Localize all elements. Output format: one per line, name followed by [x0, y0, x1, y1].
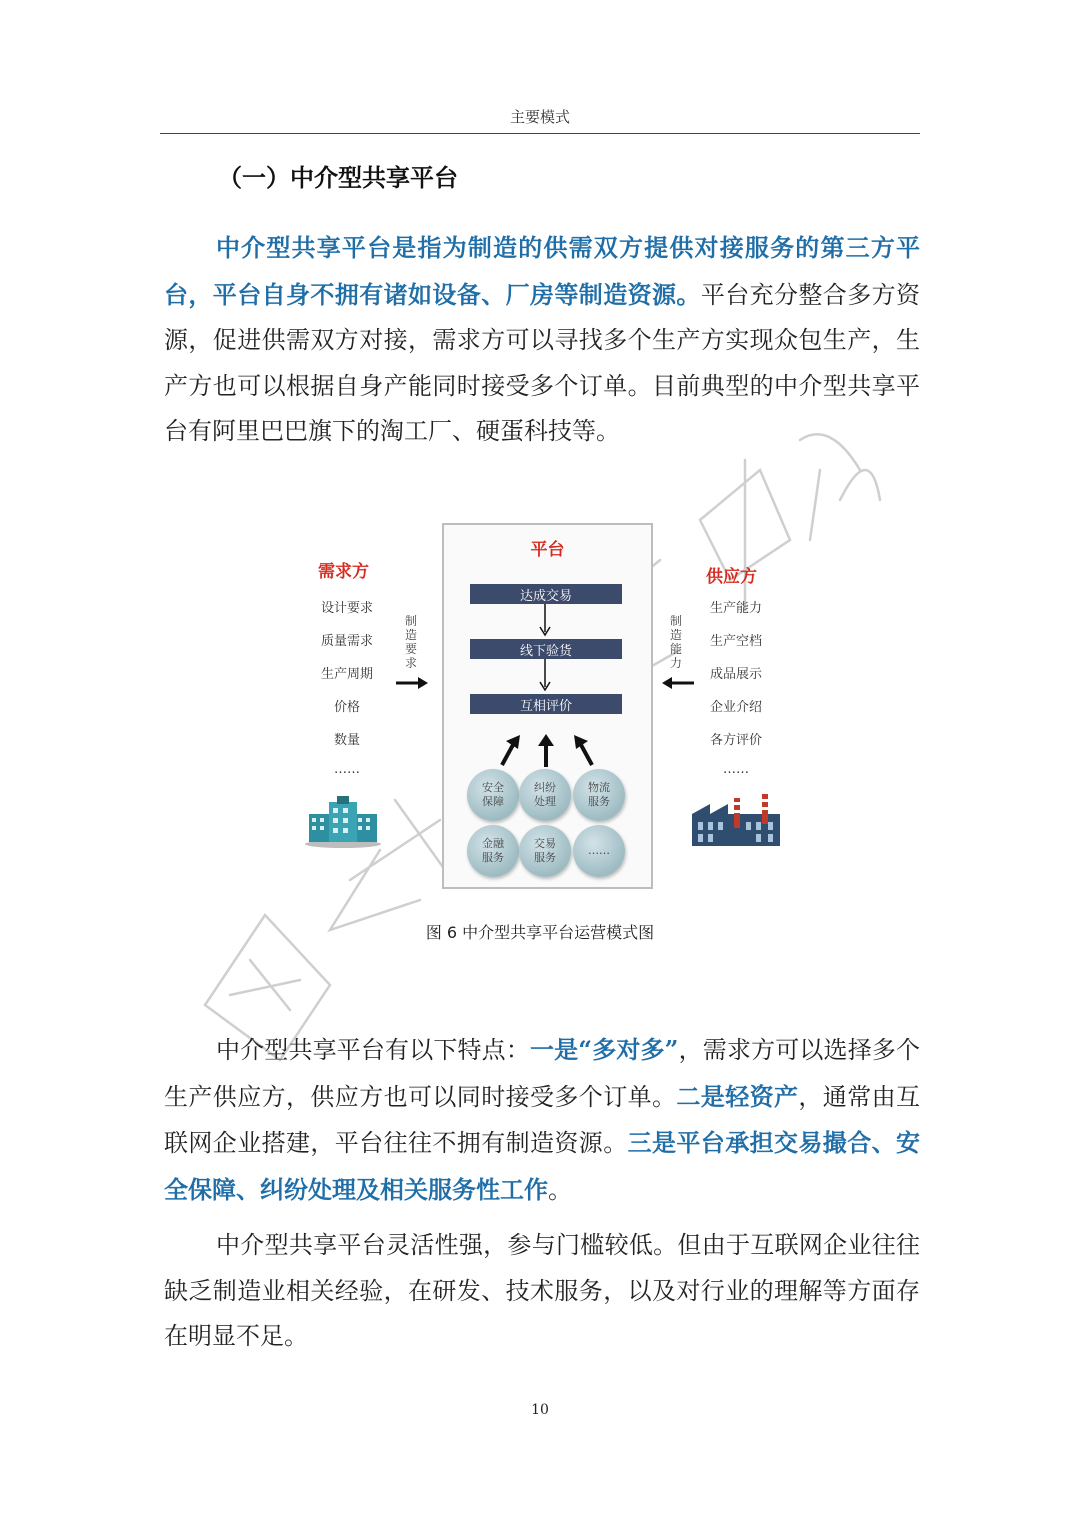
service-bubble: 纠纷处理	[519, 769, 571, 821]
paragraph-definition	[164, 225, 920, 455]
step-bar: 互相评价	[470, 694, 622, 714]
demand-side-title: 需求方	[318, 562, 369, 582]
demand-item: ……	[334, 762, 360, 777]
service-bubble: ……	[573, 825, 625, 877]
feature-highlight: 一是“多对多”	[529, 1035, 679, 1064]
left-arrow-icon	[660, 676, 696, 690]
demand-item: 生产周期	[320, 667, 373, 682]
page-number: 10	[531, 1402, 549, 1418]
demand-item: 价格	[333, 700, 360, 715]
factory-icon	[690, 794, 782, 848]
step-bar: 线下验货	[470, 639, 622, 659]
demand-item: 设计要求	[320, 601, 373, 616]
header-rule	[160, 133, 920, 134]
header-title: 主要模式	[509, 108, 570, 126]
feature-highlight: 二是轻资产	[676, 1081, 799, 1111]
supply-item: ……	[723, 762, 749, 777]
down-arrow-icon	[538, 604, 552, 638]
supply-item: 生产空档	[709, 634, 762, 649]
service-bubble: 交易服务	[519, 825, 571, 877]
service-bubble: 物流服务	[573, 769, 625, 821]
down-arrow-icon	[538, 659, 552, 693]
service-bubble: 金融服务	[467, 825, 519, 877]
paragraph-definition-text: 平台充分整合多方资源，促进供需双方对接，需求方可以寻找多个生产方实现众包生产，生产方也可以根据自身产能同时接受多个订单。目前典型的中介型共享平台有阿里巴巴旗下的淘工厂、硬蛋科技等。	[164, 280, 921, 445]
platform-title: 平台	[530, 540, 565, 560]
demand-arrow-label: 制造要求	[404, 614, 417, 670]
demand-item: 质量需求	[320, 634, 373, 649]
up-arrows-icon	[492, 733, 604, 769]
supply-item: 成品展示	[709, 667, 762, 682]
section-heading: （一）中介型共享平台	[218, 163, 458, 192]
supply-item: 各方评价	[709, 733, 762, 748]
paragraph-definition-highlight: 中介型共享平台是指为制造的供需双方提供对接服务的第三方平台，平台自身不拥有诸如设备、厂房等制造资源。	[164, 233, 920, 309]
feature-highlight: 三是平台承担交易撮合、安全保障、纠纷处理及相关服务性工作	[164, 1128, 921, 1204]
right-arrow-icon	[394, 676, 430, 690]
step-bar: 达成交易	[470, 584, 622, 604]
service-bubble: 安全保障	[467, 769, 519, 821]
office-building-icon	[303, 796, 383, 848]
paragraph-features: 中介型共享平台有以下特点：一是“多对多”，需求方可以选择多个生产供应方，供应方也可以同时接受多个订单。二是轻资产，通常由互联网企业搭建，平台往往不拥有制造资源。三是平台承担交易撮合、安全保障、纠纷处理及相关服务性工作。	[164, 1035, 921, 1204]
figure-caption: 图 6 中介型共享平台运营模式图	[425, 923, 655, 942]
supply-item: 企业介绍	[709, 700, 762, 715]
supply-item: 生产能力	[709, 601, 762, 616]
paragraph-assessment: 中介型共享平台灵活性强，参与门槛较低。但由于互联网企业往往缺乏制造业相关经验，在研发、技术服务，以及对行业的理解等方面存在明显不足。	[164, 1231, 920, 1350]
demand-item: 数量	[333, 733, 360, 748]
supply-arrow-label: 制造能力	[669, 614, 682, 670]
supply-side-title: 供应方	[706, 567, 757, 587]
